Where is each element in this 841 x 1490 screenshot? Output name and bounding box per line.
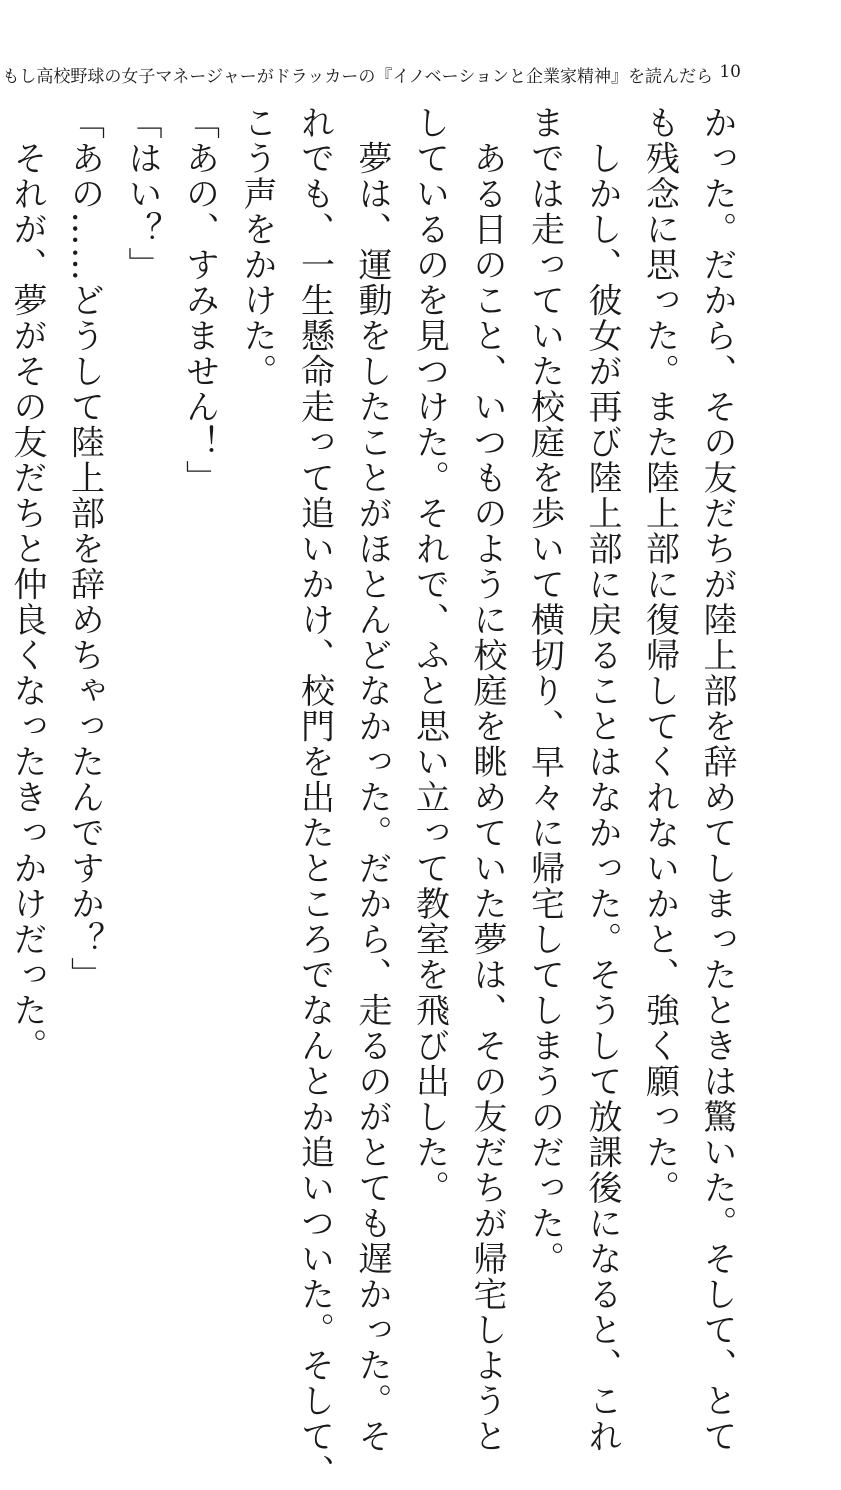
running-title: もし高校野球の女子マネージャーがドラッカーの『イノベーションと企業家精神』を読んだら <box>2 67 713 87</box>
text-line: 夢は、運動をしたことがほとんどなかった。だから、走るのがとても遅かった。そ <box>352 105 392 1454</box>
main-text-column <box>0 105 745 1490</box>
text-line: れでも、一生懸命走って追いかけ、校門を出たところでなんとか追いついた。そして、 <box>294 105 335 1490</box>
text-line: こう声をかけた。 <box>237 105 277 389</box>
text-line: も残念に思った。また陸上部に復帰してくれないかと、強く願った。 <box>639 105 680 1206</box>
text-line: それが、夢がその友だちと仲良くなったきっかけだった。 <box>7 105 47 1064</box>
text-line: までは走っていた校庭を歩いて横切り、早々に帰宅してしまうのだった。 <box>524 105 565 1277</box>
text-line: しかし、彼女が再び陸上部に戻ることはなかった。そうして放課後になると、これ <box>582 105 622 1454</box>
text-line: ある日のこと、いつものように校庭を眺めていた夢は、その友だちが帰宅しようと <box>467 105 507 1454</box>
dialogue-line: 「はい？」 <box>122 105 162 283</box>
text-line: しているのを見つけた。それで、ふと思い立って教室を飛び出した。 <box>409 105 450 1206</box>
page-number: 10 <box>719 62 741 82</box>
dialogue-line: 「あの……どうして陸上部を辞めちゃったんですか？」 <box>64 105 105 993</box>
text-line: かった。だから、その友だちが陸上部を辞めてしまったときは驚いた。そして、とて <box>697 105 737 1454</box>
dialogue-line: 「あの、すみません！」 <box>179 105 220 496</box>
